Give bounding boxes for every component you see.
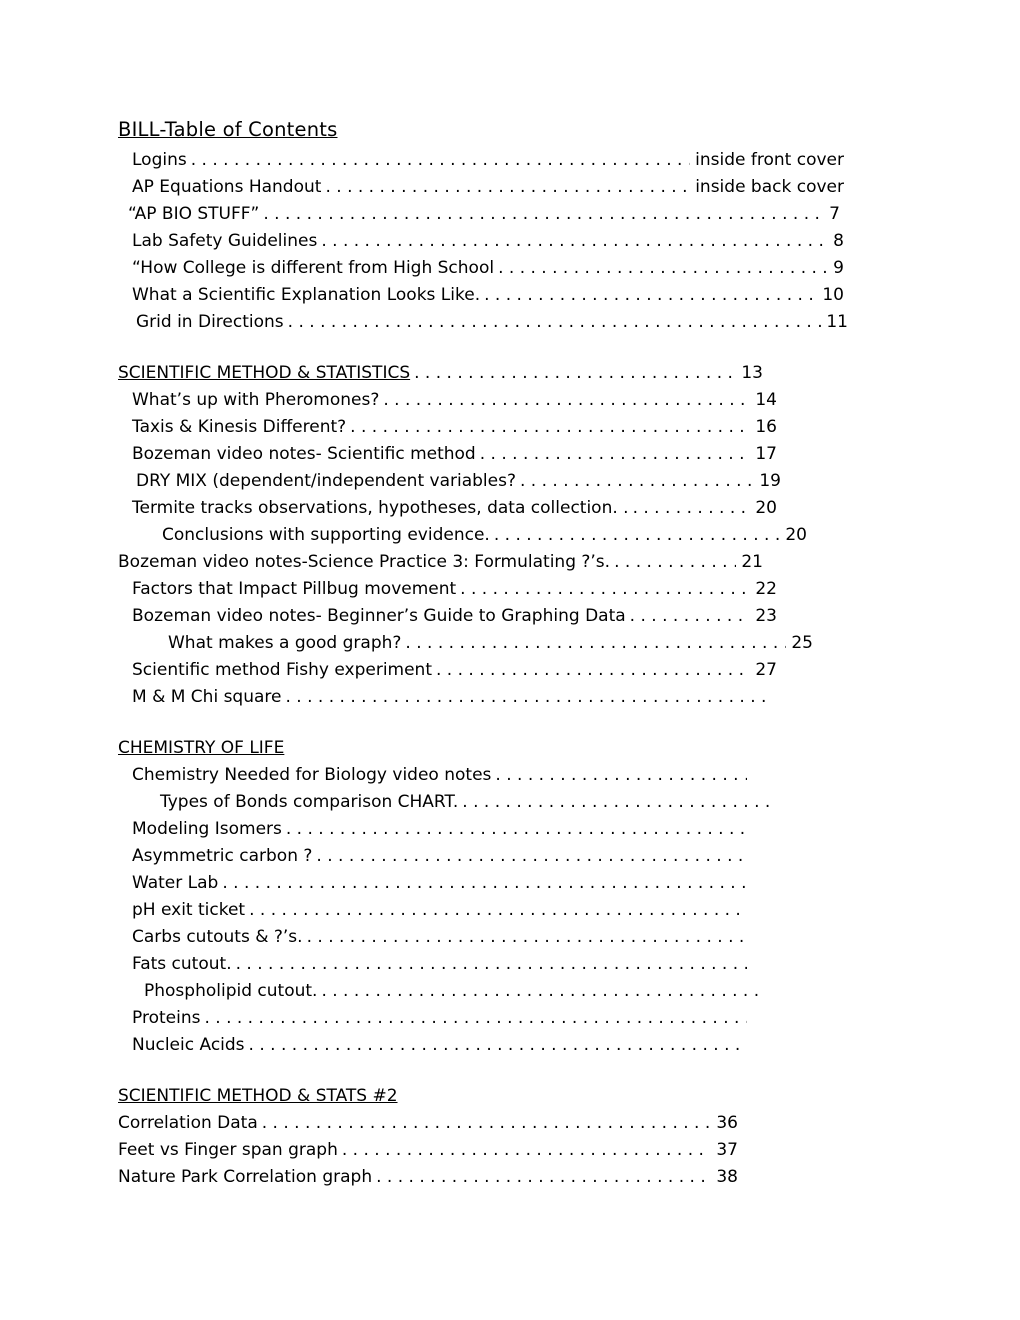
dot-leader <box>263 208 824 228</box>
toc-entry-label: What makes a good graph? <box>168 633 402 653</box>
toc-page-number: 14 <box>755 390 777 410</box>
dot-leader <box>249 904 747 924</box>
toc-entry[interactable] <box>118 414 777 441</box>
dot-leader <box>286 691 773 711</box>
toc-entry[interactable] <box>118 1032 752 1059</box>
dot-leader <box>262 1117 712 1137</box>
toc-entry-label: “How College is different from High School <box>132 258 495 278</box>
dot-leader <box>498 262 828 282</box>
dot-leader <box>630 610 751 630</box>
toc-entry[interactable] <box>118 228 844 255</box>
toc-entry-label: What a Scientific Explanation Looks Like. <box>132 285 481 305</box>
toc-page-number: 37 <box>716 1140 738 1160</box>
toc-entry[interactable] <box>118 201 840 228</box>
toc-page-number: 10 <box>822 285 844 305</box>
toc-page-number: inside front cover <box>695 150 844 170</box>
toc-page-number: 22 <box>755 579 777 599</box>
toc-entry[interactable] <box>118 147 844 174</box>
dot-leader <box>316 850 747 870</box>
toc-entry[interactable] <box>118 897 752 924</box>
dot-leader <box>494 529 781 549</box>
toc-entry[interactable] <box>118 762 752 789</box>
toc-sections <box>118 360 908 1215</box>
toc-entry-label: DRY MIX (dependent/independent variables? <box>136 471 516 491</box>
toc-page-number: 8 <box>833 231 844 251</box>
toc-section-heading-label: SCIENTIFIC METHOD & STATISTICS <box>118 363 411 383</box>
dot-leader <box>288 316 822 336</box>
dot-leader <box>204 1012 747 1032</box>
toc-entry[interactable] <box>118 468 781 495</box>
dot-leader <box>236 958 747 978</box>
toc-page-number: 9 <box>833 258 844 278</box>
toc-entry[interactable] <box>118 387 777 414</box>
toc-section-heading-label: SCIENTIFIC METHOD & STATS #2 <box>118 1086 398 1106</box>
toc-entry-label: Logins <box>132 150 187 170</box>
toc-page-number: 7 <box>829 204 840 224</box>
toc-entry-label: Bozeman video notes-Science Practice 3: Formulating ?’s. <box>118 552 611 572</box>
toc-entry[interactable] <box>118 816 752 843</box>
toc-page-number: 20 <box>785 525 807 545</box>
toc-section <box>118 735 908 1059</box>
toc-entry[interactable] <box>118 549 763 576</box>
toc-page-number: 23 <box>755 606 777 626</box>
toc-entry[interactable] <box>118 684 777 711</box>
toc-page-number: 16 <box>755 417 777 437</box>
toc-page-number: 13 <box>741 363 763 383</box>
dot-leader <box>405 637 786 657</box>
toc-section-heading[interactable] <box>118 735 738 762</box>
toc-entry-label: Factors that Impact Pillbug movement <box>132 579 457 599</box>
toc-section-heading[interactable] <box>118 1083 738 1110</box>
toc-entry[interactable] <box>118 1110 738 1137</box>
spacer <box>118 1059 908 1083</box>
toc-entry[interactable] <box>118 789 780 816</box>
dot-leader <box>480 448 751 468</box>
toc-entry-label: Grid in Directions <box>136 312 284 332</box>
toc-entry[interactable] <box>118 924 752 951</box>
dot-leader <box>460 583 750 603</box>
toc-page-number: 17 <box>755 444 777 464</box>
spacer <box>118 1191 908 1215</box>
toc-entry-label: Phospholipid cutout. <box>144 981 318 1001</box>
toc-entry[interactable] <box>118 1137 738 1164</box>
toc-entry-label: What’s up with Pheromones? <box>132 390 380 410</box>
toc-entry[interactable] <box>118 603 777 630</box>
toc-entry-label: Scientific method Fishy experiment <box>132 660 432 680</box>
dot-leader <box>222 877 747 897</box>
toc-entry[interactable] <box>118 522 807 549</box>
toc-entry-label: Chemistry Needed for Biology video notes <box>132 765 492 785</box>
dot-leader <box>376 1171 711 1191</box>
toc-entry-label: Asymmetric carbon ? <box>132 846 313 866</box>
toc-entry[interactable] <box>118 441 777 468</box>
toc-entry-label: Bozeman video notes- Scientific method <box>132 444 476 464</box>
dot-leader <box>321 985 759 1005</box>
dot-leader <box>484 289 817 309</box>
toc-entry-label: Nature Park Correlation graph <box>118 1167 373 1187</box>
toc-intro-list <box>118 147 908 336</box>
toc-page-number: 36 <box>716 1113 738 1133</box>
dot-leader <box>249 1039 747 1059</box>
dot-leader <box>286 823 747 843</box>
toc-entry-label: AP Equations Handout <box>132 177 322 197</box>
dot-leader <box>414 367 736 387</box>
toc-entry[interactable] <box>118 843 752 870</box>
toc-entry[interactable] <box>118 576 777 603</box>
toc-entry-label: Fats cutout. <box>132 954 232 974</box>
toc-entry-label: Types of Bonds comparison CHART. <box>160 792 459 812</box>
dot-leader <box>191 154 690 174</box>
dot-leader <box>462 796 775 816</box>
toc-entry-label: Lab Safety Guidelines <box>132 231 318 251</box>
spacer <box>118 336 908 360</box>
dot-leader <box>307 931 747 951</box>
dot-leader <box>288 742 733 762</box>
dot-leader <box>614 556 736 576</box>
toc-page-number: 25 <box>791 633 813 653</box>
toc-entry[interactable] <box>118 657 777 684</box>
dot-leader <box>350 421 750 441</box>
toc-entry-label: “AP BIO STUFF” <box>128 204 260 224</box>
toc-entry-label: Termite tracks observations, hypotheses, data collection. . <box>132 498 629 518</box>
dot-leader <box>383 394 750 414</box>
dot-leader <box>520 475 754 495</box>
toc-page-number: 19 <box>759 471 781 491</box>
toc-section-heading-label: CHEMISTRY OF LIFE <box>118 738 285 758</box>
dot-leader <box>495 769 747 789</box>
toc-entry-label: Correlation Data <box>118 1113 258 1133</box>
toc-section-heading[interactable] <box>118 360 763 387</box>
toc-entry[interactable] <box>118 951 752 978</box>
toc-entry[interactable] <box>118 1164 738 1191</box>
toc-page-number: 21 <box>741 552 763 572</box>
toc-page-number: 27 <box>755 660 777 680</box>
toc-section <box>118 360 908 711</box>
spacer <box>118 711 908 735</box>
toc-entry-label: Bozeman video notes- Beginner’s Guide to Graphing Data <box>132 606 626 626</box>
toc-page-number: 20 <box>755 498 777 518</box>
dot-leader <box>342 1144 712 1164</box>
dot-leader <box>436 664 750 684</box>
toc-page-number: inside back cover <box>695 177 844 197</box>
toc-entry[interactable] <box>118 630 813 657</box>
toc-entry[interactable] <box>118 282 844 309</box>
toc-entry-label: Taxis & Kinesis Different? <box>132 417 347 437</box>
toc-entry[interactable] <box>118 309 848 336</box>
toc-section <box>118 1083 908 1191</box>
dot-leader <box>325 181 690 201</box>
toc-entry[interactable] <box>118 255 844 282</box>
toc-entry-label: Proteins <box>132 1008 201 1028</box>
toc-entry-label: M & M Chi square <box>132 687 282 707</box>
toc-entry-label: Feet vs Finger span graph <box>118 1140 338 1160</box>
toc-entry-label: pH exit ticket <box>132 900 246 920</box>
page-title: BILL-Table of Contents <box>118 118 338 141</box>
toc-entry[interactable] <box>118 495 777 522</box>
toc-page-number: 11 <box>826 312 848 332</box>
toc-entry[interactable] <box>118 978 764 1005</box>
toc-entry[interactable] <box>118 1005 752 1032</box>
table-of-contents <box>118 118 908 1215</box>
toc-entry-label: Modeling Isomers <box>132 819 282 839</box>
toc-entry-label: Water Lab <box>132 873 219 893</box>
toc-entry[interactable] <box>118 174 844 201</box>
toc-entry-label: Carbs cutouts & ?’s. <box>132 927 303 947</box>
dot-leader <box>402 1090 733 1110</box>
toc-entry-label: Nucleic Acids <box>132 1035 245 1055</box>
dot-leader <box>321 235 828 255</box>
toc-page-number: 38 <box>716 1167 738 1187</box>
toc-entry-label: Conclusions with supporting evidence. <box>162 525 490 545</box>
dot-leader <box>633 502 751 522</box>
toc-entry[interactable] <box>118 870 752 897</box>
